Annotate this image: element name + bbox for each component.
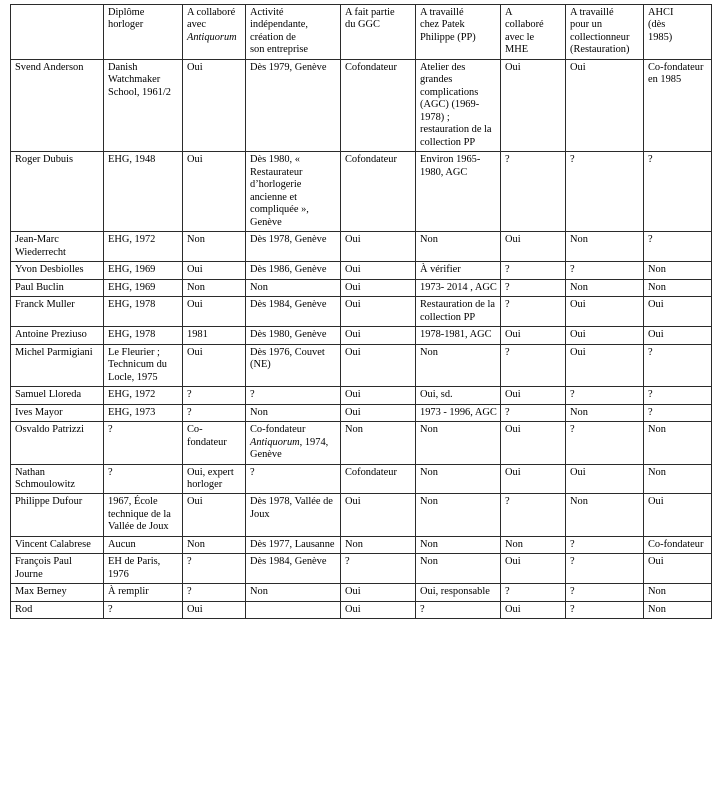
cell-fait-partie-ggc: Non [341, 536, 416, 553]
cell-fait-partie-ggc: Oui [341, 404, 416, 421]
cell-name: Nathan Schmoulowitz [11, 464, 104, 494]
cell-collabore-mhe: Oui [501, 59, 566, 151]
cell-travaille-collectionneur: ? [566, 554, 644, 584]
table-row [11, 152, 712, 232]
cell-diplome-horloger: ? [104, 601, 183, 618]
cell-collabore-antiquorum: 1981 [183, 327, 246, 344]
header-line: pour un [570, 19, 603, 31]
cell-activite-independante: Non [246, 584, 341, 601]
header-line: Activité [250, 7, 284, 18]
header-line: Philippe (PP) [420, 31, 476, 43]
cell-activite-independante: Dès 1978, Vallée de Joux [246, 494, 341, 536]
cell-fait-partie-ggc: Cofondateur [341, 152, 416, 232]
cell-diplome-horloger: EHG, 1948 [104, 152, 183, 232]
cell-fait-partie-ggc: ? [341, 554, 416, 584]
cell-ahci: Oui [644, 494, 712, 536]
cell-activite-independante: ? [246, 387, 341, 404]
cell-ahci: Co-fondateur en 1985 [644, 59, 712, 151]
header-line: 1985) [648, 31, 673, 43]
cell-collabore-mhe: Non [501, 536, 566, 553]
column-header-antiquorum [183, 5, 246, 60]
cell-collabore-antiquorum: ? [183, 404, 246, 421]
cell-travaille-patek-philippe: Non [416, 536, 501, 553]
cell-ahci: Non [644, 262, 712, 279]
header-line: avec le [505, 31, 535, 43]
column-header-name [11, 5, 104, 60]
cell-diplome-horloger: EHG, 1969 [104, 279, 183, 296]
cell-travaille-patek-philippe: Environ 1965-1980, AGC [416, 152, 501, 232]
cell-travaille-collectionneur: Oui [566, 59, 644, 151]
column-header-patek [416, 5, 501, 60]
cell-fait-partie-ggc: Oui [341, 297, 416, 327]
cell-ahci: Non [644, 464, 712, 494]
cell-collabore-antiquorum: Non [183, 536, 246, 553]
watchmakers-comparison-table [10, 4, 712, 619]
column-header-collectionneur [566, 5, 644, 60]
cell-diplome-horloger: EHG, 1978 [104, 327, 183, 344]
cell-name: Svend Anderson [11, 59, 104, 151]
cell-collabore-mhe: ? [501, 344, 566, 386]
cell-activite-independante: Dès 1978, Genève [246, 232, 341, 262]
table-row [11, 464, 712, 494]
cell-travaille-patek-philippe: 1978-1981, AGC [416, 327, 501, 344]
header-line: collaboré [505, 19, 544, 31]
cell-collabore-antiquorum: Oui [183, 262, 246, 279]
cell-name: Roger Dubuis [11, 152, 104, 232]
cell-name: Franck Muller [11, 297, 104, 327]
header-line: MHE [505, 44, 529, 56]
cell-travaille-collectionneur: Oui [566, 464, 644, 494]
cell-ahci: ? [644, 152, 712, 232]
cell-collabore-antiquorum: Oui [183, 601, 246, 618]
cell-ahci: Oui [644, 327, 712, 344]
cell-fait-partie-ggc: Non [341, 422, 416, 464]
cell-collabore-mhe: ? [501, 494, 566, 536]
cell-name: Paul Buclin [11, 279, 104, 296]
cell-travaille-patek-philippe: Non [416, 464, 501, 494]
header-line: A travaillé [570, 7, 614, 18]
table-row [11, 262, 712, 279]
cell-travaille-collectionneur: Non [566, 404, 644, 421]
cell-activite-independante: Dès 1979, Genève [246, 59, 341, 151]
cell-name: Vincent Calabrese [11, 536, 104, 553]
cell-fait-partie-ggc: Cofondateur [341, 59, 416, 151]
cell-collabore-mhe: Oui [501, 232, 566, 262]
cell-collabore-antiquorum: Non [183, 232, 246, 262]
table-row [11, 584, 712, 601]
cell-collabore-mhe: ? [501, 404, 566, 421]
table-row [11, 59, 712, 151]
header-line: horloger [108, 19, 144, 31]
cell-ahci: Oui [644, 554, 712, 584]
header-line: création de [250, 31, 296, 43]
cell-travaille-patek-philippe: Non [416, 494, 501, 536]
cell-travaille-collectionneur: Non [566, 494, 644, 536]
cell-collabore-antiquorum: Oui [183, 152, 246, 232]
cell-name: Samuel Lloreda [11, 387, 104, 404]
cell-activite-independante [246, 601, 341, 618]
cell-name: Yvon Desbiolles [11, 262, 104, 279]
table-row [11, 327, 712, 344]
cell-collabore-antiquorum: Oui, expert horloger [183, 464, 246, 494]
cell-diplome-horloger: EHG, 1972 [104, 232, 183, 262]
table-row [11, 494, 712, 536]
cell-travaille-patek-philippe: Non [416, 554, 501, 584]
cell-fait-partie-ggc: Oui [341, 601, 416, 618]
cell-collabore-antiquorum: Non [183, 279, 246, 296]
cell-fait-partie-ggc: Oui [341, 327, 416, 344]
cell-collabore-mhe: ? [501, 584, 566, 601]
cell-name: Rod [11, 601, 104, 618]
cell-travaille-patek-philippe: Oui, sd. [416, 387, 501, 404]
cell-travaille-collectionneur: ? [566, 422, 644, 464]
cell-diplome-horloger: EHG, 1978 [104, 297, 183, 327]
cell-travaille-collectionneur: Oui [566, 327, 644, 344]
cell-travaille-patek-philippe: Non [416, 232, 501, 262]
column-header-ahci [644, 5, 712, 60]
cell-diplome-horloger: ? [104, 422, 183, 464]
cell-collabore-mhe: Oui [501, 554, 566, 584]
cell-diplome-horloger: EH de Paris, 1976 [104, 554, 183, 584]
cell-travaille-patek-philippe: Non [416, 344, 501, 386]
cell-activite-independante: Dès 1984, Genève [246, 297, 341, 327]
cell-travaille-collectionneur: Oui [566, 297, 644, 327]
header-line: Diplôme [108, 7, 145, 18]
cell-ahci: Co-fondateur [644, 536, 712, 553]
cell-diplome-horloger: Danish Watchmaker School, 1961/2 [104, 59, 183, 151]
cell-collabore-mhe: Oui [501, 422, 566, 464]
header-line: (Restauration) [570, 44, 630, 56]
cell-diplome-horloger: Aucun [104, 536, 183, 553]
cell-collabore-mhe: Oui [501, 327, 566, 344]
cell-travaille-patek-philippe: Non [416, 422, 501, 464]
cell-travaille-patek-philippe: Atelier des grandes complications (AGC) (1969-1978) ; restauration de la collection PP [416, 59, 501, 151]
cell-activite-independante: Dès 1986, Genève [246, 262, 341, 279]
cell-activite-independante: Co-fondateur Antiquorum, 1974, Genève [246, 422, 341, 464]
cell-ahci: Oui [644, 297, 712, 327]
column-header-independante [246, 5, 341, 60]
table-row [11, 422, 712, 464]
cell-name: Michel Parmigiani [11, 344, 104, 386]
table-row [11, 387, 712, 404]
cell-name: Osvaldo Patrizzi [11, 422, 104, 464]
cell-travaille-collectionneur: ? [566, 152, 644, 232]
cell-collabore-mhe: ? [501, 152, 566, 232]
cell-ahci: Non [644, 279, 712, 296]
cell-collabore-antiquorum: ? [183, 584, 246, 601]
emphasis-text: Antiquorum [250, 436, 300, 448]
cell-travaille-patek-philippe: ? [416, 601, 501, 618]
cell-travaille-patek-philippe: Oui, responsable [416, 584, 501, 601]
cell-activite-independante: Non [246, 404, 341, 421]
cell-diplome-horloger: EHG, 1969 [104, 262, 183, 279]
cell-collabore-mhe: Oui [501, 387, 566, 404]
header-line: du GGC [345, 19, 380, 31]
cell-travaille-patek-philippe: 1973 - 1996, AGC [416, 404, 501, 421]
cell-ahci: Non [644, 601, 712, 618]
header-line: collectionneur [570, 31, 630, 43]
cell-ahci: ? [644, 404, 712, 421]
cell-travaille-collectionneur: Non [566, 279, 644, 296]
cell-collabore-antiquorum: Oui [183, 494, 246, 536]
cell-travaille-collectionneur: ? [566, 262, 644, 279]
column-header-mhe [501, 5, 566, 60]
cell-collabore-antiquorum: ? [183, 387, 246, 404]
cell-fait-partie-ggc: Oui [341, 344, 416, 386]
header-line: avec [187, 19, 207, 31]
cell-activite-independante: Dès 1984, Genève [246, 554, 341, 584]
cell-diplome-horloger: Le Fleurier ; Technicum du Locle, 1975 [104, 344, 183, 386]
cell-travaille-collectionneur: ? [566, 584, 644, 601]
cell-fait-partie-ggc: Oui [341, 262, 416, 279]
header-line: AHCI [648, 7, 674, 18]
header-line: indépendante, [250, 19, 308, 31]
cell-travaille-patek-philippe: À vérifier [416, 262, 501, 279]
cell-travaille-collectionneur: Oui [566, 344, 644, 386]
header-line: A collaboré [187, 7, 236, 18]
header-line: son entreprise [250, 44, 308, 56]
cell-collabore-antiquorum: Co-fondateur [183, 422, 246, 464]
cell-fait-partie-ggc: Oui [341, 494, 416, 536]
cell-travaille-collectionneur: ? [566, 387, 644, 404]
cell-diplome-horloger: 1967, École technique de la Vallée de Joux [104, 494, 183, 536]
cell-activite-independante: Dès 1980, « Restaurateur d’horlogerie ancienne et compliquée », Genève [246, 152, 341, 232]
cell-diplome-horloger: EHG, 1973 [104, 404, 183, 421]
cell-name: Philippe Dufour [11, 494, 104, 536]
cell-name: Max Berney [11, 584, 104, 601]
column-header-diplome [104, 5, 183, 60]
cell-activite-independante: Non [246, 279, 341, 296]
cell-activite-independante: Dès 1980, Genève [246, 327, 341, 344]
column-header-ggc [341, 5, 416, 60]
cell-collabore-antiquorum: Oui [183, 59, 246, 151]
cell-collabore-mhe: ? [501, 262, 566, 279]
cell-ahci: Non [644, 422, 712, 464]
cell-fait-partie-ggc: Oui [341, 584, 416, 601]
cell-fait-partie-ggc: Oui [341, 279, 416, 296]
table-row [11, 404, 712, 421]
header-line: A [505, 7, 513, 18]
table-row [11, 279, 712, 296]
cell-travaille-collectionneur: ? [566, 601, 644, 618]
cell-fait-partie-ggc: Oui [341, 232, 416, 262]
header-line: A fait partie [345, 7, 395, 18]
cell-ahci: ? [644, 344, 712, 386]
table-row [11, 344, 712, 386]
cell-ahci: ? [644, 387, 712, 404]
cell-activite-independante: Dès 1977, Lausanne [246, 536, 341, 553]
cell-name: Antoine Preziuso [11, 327, 104, 344]
cell-travaille-patek-philippe: Restauration de la collection PP [416, 297, 501, 327]
table-row [11, 536, 712, 553]
table-row [11, 554, 712, 584]
cell-activite-independante: ? [246, 464, 341, 494]
table-header-row [11, 5, 712, 60]
header-line: chez Patek [420, 19, 465, 31]
cell-travaille-collectionneur: ? [566, 536, 644, 553]
cell-diplome-horloger: ? [104, 464, 183, 494]
header-line: (dès [648, 19, 666, 31]
cell-name: Ives Mayor [11, 404, 104, 421]
table-row [11, 297, 712, 327]
cell-diplome-horloger: EHG, 1972 [104, 387, 183, 404]
cell-name: François Paul Journe [11, 554, 104, 584]
cell-diplome-horloger: À remplir [104, 584, 183, 601]
cell-ahci: ? [644, 232, 712, 262]
cell-collabore-antiquorum: Oui [183, 297, 246, 327]
cell-collabore-antiquorum: Oui [183, 344, 246, 386]
cell-activite-independante: Dès 1976, Couvet (NE) [246, 344, 341, 386]
table-row [11, 601, 712, 618]
cell-collabore-mhe: Oui [501, 601, 566, 618]
table-row [11, 232, 712, 262]
cell-fait-partie-ggc: Oui [341, 387, 416, 404]
cell-travaille-patek-philippe: 1973- 2014 , AGC [416, 279, 501, 296]
cell-name: Jean-Marc Wiederrecht [11, 232, 104, 262]
cell-collabore-antiquorum: ? [183, 554, 246, 584]
cell-collabore-mhe: ? [501, 297, 566, 327]
header-line: A travaillé [420, 7, 464, 18]
cell-fait-partie-ggc: Cofondateur [341, 464, 416, 494]
cell-ahci: Non [644, 584, 712, 601]
cell-collabore-mhe: Oui [501, 464, 566, 494]
header-line-italic: Antiquorum [187, 31, 237, 43]
cell-collabore-mhe: ? [501, 279, 566, 296]
cell-travaille-collectionneur: Non [566, 232, 644, 262]
